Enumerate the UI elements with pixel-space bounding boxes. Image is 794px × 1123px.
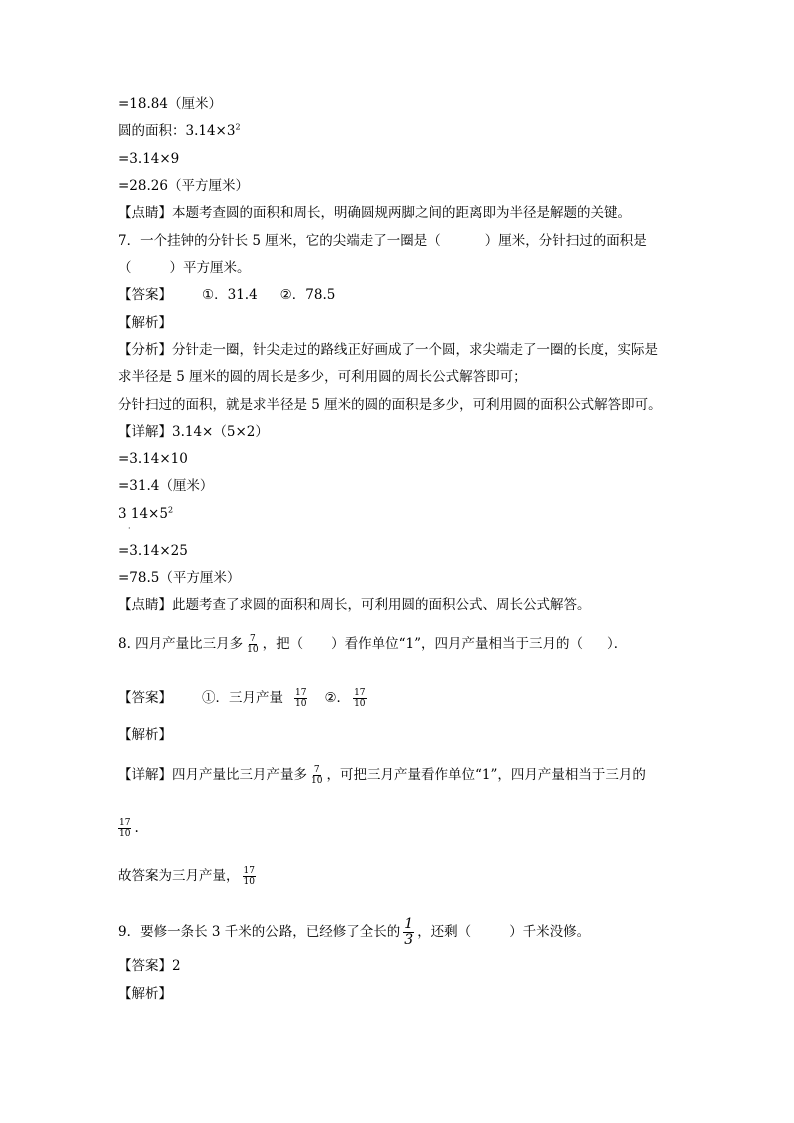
question-8-text: 8. 四月产量比三月多 $\frac{7}{10}$ ，把（ ）看作单位“1”，四月产量相当于三月的（ ）． <box>118 634 628 655</box>
question-7-text: 7．一个挂钟的分针长 5 厘米，它的尖端走了一圈是（ ）厘米，分针扫过的面积是 <box>118 233 647 249</box>
detail-line: 【详解】3.14×（5×2） <box>118 424 269 440</box>
calc-line: =3.14×10 <box>118 451 188 467</box>
answer-line: 【答案】 ①．31.4 ②．78.5 <box>118 287 336 303</box>
answer-line: 【答案】2 <box>118 958 181 974</box>
jiexi-label: 【解析】 <box>118 315 172 331</box>
question-9-text: 9．要修一条长 3 千米的公路，已经修了全长的 $\frac{1}{3}$ ，还剩（ ）千米没修。 <box>118 916 591 948</box>
detail-line-cont: $\frac{17}{10}$ . <box>119 818 139 839</box>
dianjing-note: 【点睛】本题考查圆的面积和周长，明确圆规两脚之间的距离即为半径是解题的关键。 <box>118 205 631 221</box>
analysis-line: 分针扫过的面积，就是求半径是 5 厘米的圆的面积是多少，可利用圆的面积公式解答即可。 <box>118 397 662 413</box>
fraction: $\frac{17}{10}$ <box>295 688 307 709</box>
fraction: $\frac{1}{3}$ <box>404 916 414 948</box>
fraction: $\frac{7}{10}$ <box>247 634 259 655</box>
jiexi-label: 【解析】 <box>118 727 172 743</box>
conclusion-line: 故答案为三月产量， $\frac{17}{10}$ <box>118 866 255 887</box>
calc-line: =31.4（厘米） <box>118 478 214 494</box>
calc-line: 3 $14\times 5^2$ <box>118 505 174 522</box>
analysis-line: 求半径是 5 厘米的圆的周长是多少，可利用圆的周长公式解答即可； <box>118 369 527 385</box>
answer-line: 【答案】 ①．三月产量 $\frac{17}{10}$ ②． $\frac{17}{10}$ <box>118 688 366 709</box>
fraction: $\frac{7}{10}$ <box>311 765 323 786</box>
dianjing-note: 【点睛】此题考查了求圆的面积和周长，可利用圆的面积公式、周长公式解答。 <box>118 597 591 613</box>
question-7-text-cont: （ ）平方厘米。 <box>118 260 251 276</box>
jiexi-label: 【解析】 <box>118 986 172 1002</box>
calc-line: =3.14×25 <box>118 543 188 559</box>
fraction: $\frac{17}{10}$ <box>119 818 131 839</box>
fraction: $\frac{17}{10}$ <box>354 688 366 709</box>
stray-dot: · <box>128 524 131 533</box>
calc-line: =78.5（平方厘米） <box>118 570 241 586</box>
area-formula-line: 圆的面积：$3.14\times 3^2$ <box>118 122 241 139</box>
detail-line: 【详解】四月产量比三月产量多 $\frac{7}{10}$ ，可把三月产量看作单位“1”，四月产量相当于三月的 <box>118 765 646 786</box>
calc-line: =28.26（平方厘米） <box>118 178 249 194</box>
fraction: $\frac{17}{10}$ <box>243 866 255 887</box>
calc-line: =3.14×9 <box>118 151 180 167</box>
calc-line: =18.84（厘米） <box>118 96 222 112</box>
analysis-line: 【分析】分针走一圈，针尖走过的路线正好画成了一个圆，求尖端走了一圈的长度，实际是 <box>118 342 658 358</box>
